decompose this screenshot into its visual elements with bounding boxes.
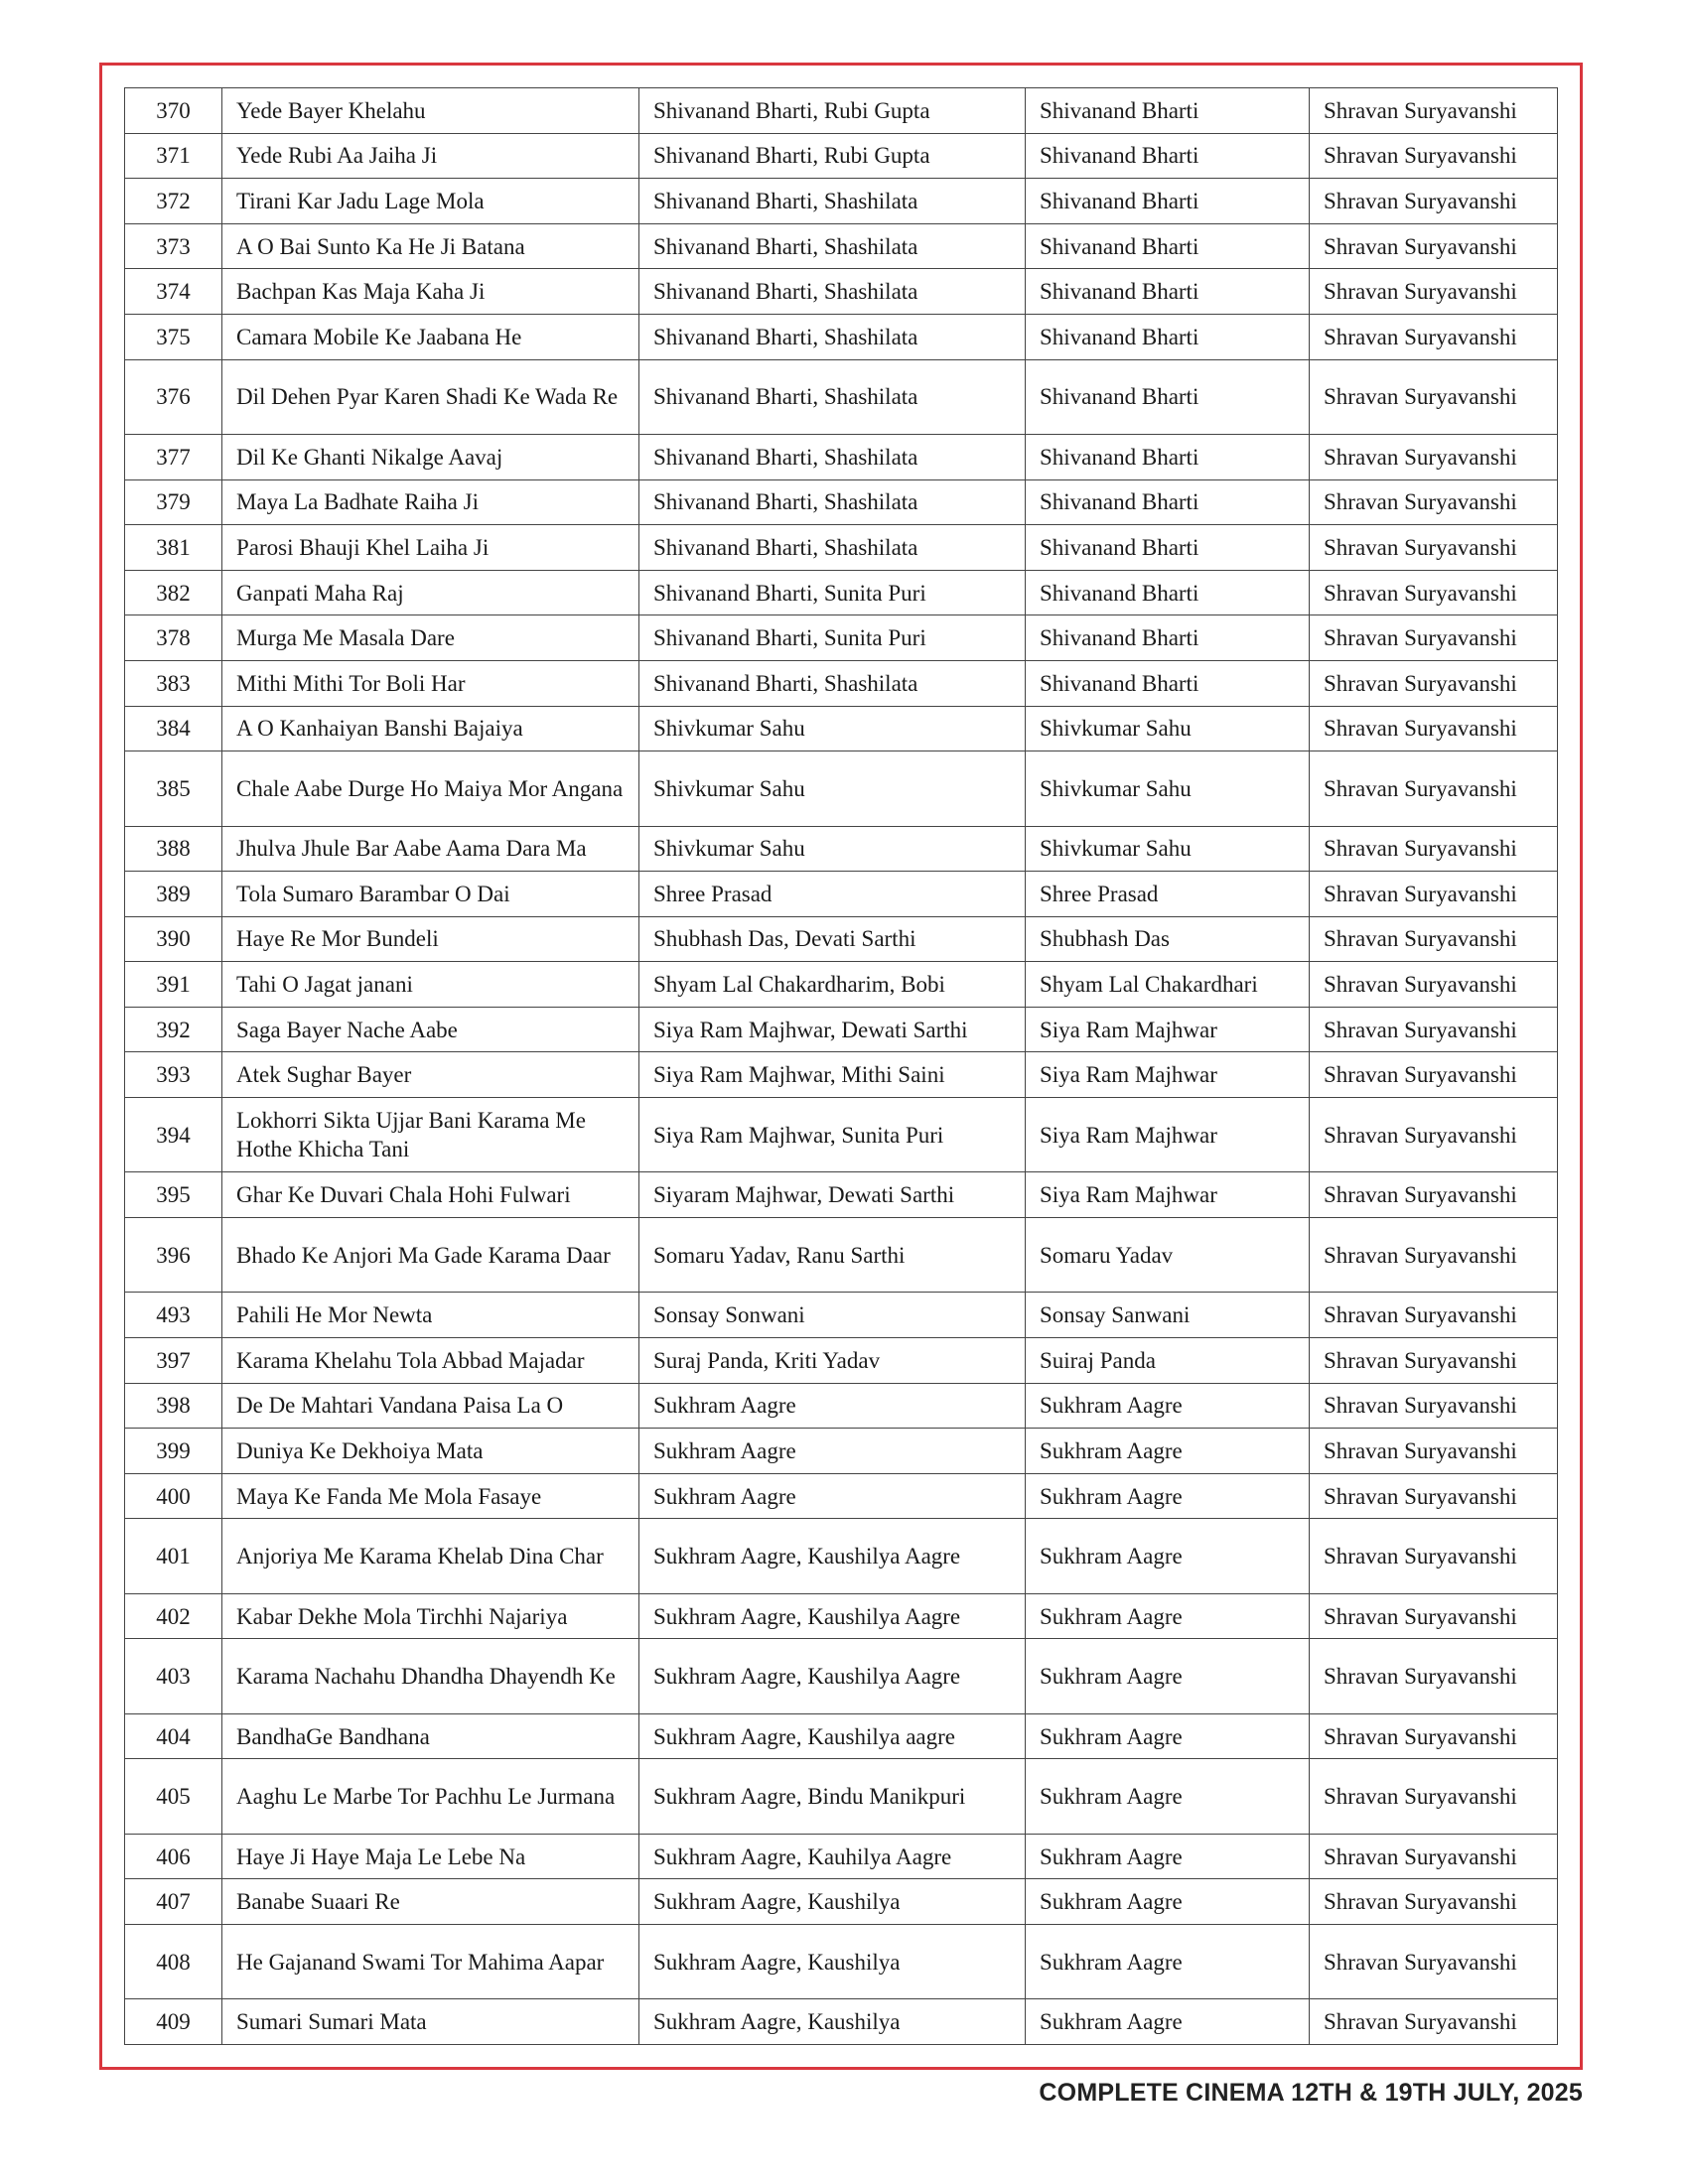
song-singers: Shivanand Bharti, Shashilata — [639, 223, 1026, 269]
song-title: Yede Rubi Aa Jaiha Ji — [222, 133, 639, 179]
song-singers: Siyaram Majhwar, Dewati Sarthi — [639, 1172, 1026, 1218]
song-title: Jhulva Jhule Bar Aabe Aama Dara Ma — [222, 826, 639, 872]
table-row — [125, 1473, 1558, 1519]
table-row — [125, 223, 1558, 269]
song-composer: Shravan Suryavanshi — [1310, 826, 1558, 872]
song-number: 403 — [125, 1639, 222, 1713]
song-title: Mithi Mithi Tor Boli Har — [222, 660, 639, 706]
song-title: Pahili He Mor Newta — [222, 1293, 639, 1338]
song-singers: Shivanand Bharti, Sunita Puri — [639, 570, 1026, 615]
song-composer: Shravan Suryavanshi — [1310, 1007, 1558, 1052]
song-lyricist: Shivanand Bharti — [1026, 314, 1310, 359]
song-singers: Siya Ram Majhwar, Dewati Sarthi — [639, 1007, 1026, 1052]
song-number: 402 — [125, 1593, 222, 1639]
table-row — [125, 133, 1558, 179]
song-composer: Shravan Suryavanshi — [1310, 1098, 1558, 1172]
song-lyricist: Shivanand Bharti — [1026, 615, 1310, 661]
table-row — [125, 1338, 1558, 1384]
song-singers: Shyam Lal Chakardharim, Bobi — [639, 962, 1026, 1008]
song-lyricist: Shubhash Das — [1026, 916, 1310, 962]
song-lyricist: Shivanand Bharti — [1026, 479, 1310, 525]
song-composer: Shravan Suryavanshi — [1310, 1172, 1558, 1218]
song-lyricist: Siya Ram Majhwar — [1026, 1052, 1310, 1098]
song-lyricist: Sukhram Aagre — [1026, 1429, 1310, 1474]
song-composer: Shravan Suryavanshi — [1310, 223, 1558, 269]
song-number: 400 — [125, 1473, 222, 1519]
table-row — [125, 179, 1558, 224]
table-row — [125, 706, 1558, 751]
table-row — [125, 1218, 1558, 1293]
song-lyricist: Shivanand Bharti — [1026, 660, 1310, 706]
song-singers: Shivanand Bharti, Rubi Gupta — [639, 88, 1026, 134]
table-row — [125, 269, 1558, 315]
song-composer: Shravan Suryavanshi — [1310, 1338, 1558, 1384]
table-row — [125, 1007, 1558, 1052]
song-singers: Sukhram Aagre, Kaushilya Aagre — [639, 1593, 1026, 1639]
song-number: 375 — [125, 314, 222, 359]
song-singers: Shivkumar Sahu — [639, 826, 1026, 872]
song-singers: Shivanand Bharti, Shashilata — [639, 660, 1026, 706]
song-number: 385 — [125, 751, 222, 826]
song-singers: Sukhram Aagre, Kauhilya Aagre — [639, 1834, 1026, 1879]
song-lyricist: Shivkumar Sahu — [1026, 751, 1310, 826]
song-title: BandhaGe Bandhana — [222, 1713, 639, 1759]
song-number: 407 — [125, 1879, 222, 1925]
song-lyricist: Shivanand Bharti — [1026, 434, 1310, 479]
song-number: 397 — [125, 1338, 222, 1384]
song-singers: Shubhash Das, Devati Sarthi — [639, 916, 1026, 962]
song-number: 493 — [125, 1293, 222, 1338]
song-singers: Sukhram Aagre, Kaushilya — [639, 1999, 1026, 2045]
song-title: Sumari Sumari Mata — [222, 1999, 639, 2045]
song-number: 383 — [125, 660, 222, 706]
song-singers: Shivanand Bharti, Shashilata — [639, 434, 1026, 479]
song-lyricist: Shivkumar Sahu — [1026, 706, 1310, 751]
song-composer: Shravan Suryavanshi — [1310, 872, 1558, 917]
table-row — [125, 1519, 1558, 1593]
song-number: 398 — [125, 1383, 222, 1429]
table-row — [125, 962, 1558, 1008]
song-composer: Shravan Suryavanshi — [1310, 706, 1558, 751]
song-title: Ganpati Maha Raj — [222, 570, 639, 615]
song-lyricist: Sukhram Aagre — [1026, 1593, 1310, 1639]
song-lyricist: Shivanand Bharti — [1026, 359, 1310, 434]
footer-text: COMPLETE CINEMA 12TH & 19TH JULY, 2025 — [1039, 2079, 1583, 2107]
song-lyricist: Suiraj Panda — [1026, 1338, 1310, 1384]
song-title: Tola Sumaro Barambar O Dai — [222, 872, 639, 917]
song-singers: Shivkumar Sahu — [639, 751, 1026, 826]
song-composer: Shravan Suryavanshi — [1310, 1473, 1558, 1519]
song-number: 408 — [125, 1924, 222, 1998]
song-composer: Shravan Suryavanshi — [1310, 359, 1558, 434]
song-number: 393 — [125, 1052, 222, 1098]
song-lyricist: Sukhram Aagre — [1026, 1383, 1310, 1429]
song-number: 372 — [125, 179, 222, 224]
song-number: 388 — [125, 826, 222, 872]
table-row — [125, 1924, 1558, 1998]
song-composer: Shravan Suryavanshi — [1310, 1999, 1558, 2045]
song-lyricist: Sukhram Aagre — [1026, 1639, 1310, 1713]
song-number: 389 — [125, 872, 222, 917]
song-number: 374 — [125, 269, 222, 315]
song-title: Tahi O Jagat janani — [222, 962, 639, 1008]
song-composer: Shravan Suryavanshi — [1310, 660, 1558, 706]
song-composer: Shravan Suryavanshi — [1310, 525, 1558, 571]
table-row — [125, 1383, 1558, 1429]
song-composer: Shravan Suryavanshi — [1310, 1293, 1558, 1338]
song-singers: Shree Prasad — [639, 872, 1026, 917]
song-title: Maya La Badhate Raiha Ji — [222, 479, 639, 525]
song-lyricist: Shivanand Bharti — [1026, 88, 1310, 134]
song-singers: Siya Ram Majhwar, Sunita Puri — [639, 1098, 1026, 1172]
table-row — [125, 826, 1558, 872]
song-number: 399 — [125, 1429, 222, 1474]
song-number: 405 — [125, 1759, 222, 1834]
song-singers: Sukhram Aagre, Kaushilya Aagre — [639, 1519, 1026, 1593]
song-singers: Suraj Panda, Kriti Yadav — [639, 1338, 1026, 1384]
table-row — [125, 359, 1558, 434]
song-composer: Shravan Suryavanshi — [1310, 1879, 1558, 1925]
songs-table-body — [125, 88, 1558, 2045]
song-title: Murga Me Masala Dare — [222, 615, 639, 661]
table-row — [125, 434, 1558, 479]
song-title: Chale Aabe Durge Ho Maiya Mor Angana — [222, 751, 639, 826]
table-row — [125, 1172, 1558, 1218]
song-lyricist: Sukhram Aagre — [1026, 1519, 1310, 1593]
song-lyricist: Siya Ram Majhwar — [1026, 1172, 1310, 1218]
song-singers: Sukhram Aagre, Kaushilya Aagre — [639, 1639, 1026, 1713]
song-lyricist: Sukhram Aagre — [1026, 1473, 1310, 1519]
song-title: A O Bai Sunto Ka He Ji Batana — [222, 223, 639, 269]
song-singers: Shivanand Bharti, Shashilata — [639, 269, 1026, 315]
song-number: 409 — [125, 1999, 222, 2045]
song-composer: Shravan Suryavanshi — [1310, 1924, 1558, 1998]
table-row — [125, 570, 1558, 615]
song-number: 382 — [125, 570, 222, 615]
song-singers: Sukhram Aagre — [639, 1383, 1026, 1429]
song-composer: Shravan Suryavanshi — [1310, 1834, 1558, 1879]
song-title: Haye Ji Haye Maja Le Lebe Na — [222, 1834, 639, 1879]
song-number: 394 — [125, 1098, 222, 1172]
song-singers: Shivanand Bharti, Shashilata — [639, 179, 1026, 224]
song-title: Kabar Dekhe Mola Tirchhi Najariya — [222, 1593, 639, 1639]
song-number: 406 — [125, 1834, 222, 1879]
song-singers: Shivanand Bharti, Sunita Puri — [639, 615, 1026, 661]
song-lyricist: Shivanand Bharti — [1026, 525, 1310, 571]
song-composer: Shravan Suryavanshi — [1310, 1383, 1558, 1429]
table-row — [125, 525, 1558, 571]
song-title: Camara Mobile Ke Jaabana He — [222, 314, 639, 359]
song-title: Parosi Bhauji Khel Laiha Ji — [222, 525, 639, 571]
song-composer: Shravan Suryavanshi — [1310, 88, 1558, 134]
song-lyricist: Sukhram Aagre — [1026, 1834, 1310, 1879]
song-title: Dil Dehen Pyar Karen Shadi Ke Wada Re — [222, 359, 639, 434]
song-singers: Siya Ram Majhwar, Mithi Saini — [639, 1052, 1026, 1098]
song-number: 378 — [125, 615, 222, 661]
table-row — [125, 1834, 1558, 1879]
song-title: Karama Nachahu Dhandha Dhayendh Ke — [222, 1639, 639, 1713]
table-row — [125, 1098, 1558, 1172]
song-lyricist: Sukhram Aagre — [1026, 1713, 1310, 1759]
song-title: Tirani Kar Jadu Lage Mola — [222, 179, 639, 224]
song-singers: Shivanand Bharti, Shashilata — [639, 314, 1026, 359]
song-lyricist: Sukhram Aagre — [1026, 1759, 1310, 1834]
song-composer: Shravan Suryavanshi — [1310, 479, 1558, 525]
song-number: 401 — [125, 1519, 222, 1593]
song-singers: Shivkumar Sahu — [639, 706, 1026, 751]
song-title: Atek Sughar Bayer — [222, 1052, 639, 1098]
song-number: 392 — [125, 1007, 222, 1052]
song-lyricist: Shyam Lal Chakardhari — [1026, 962, 1310, 1008]
song-singers: Sukhram Aagre, Kaushilya — [639, 1879, 1026, 1925]
song-title: Ghar Ke Duvari Chala Hohi Fulwari — [222, 1172, 639, 1218]
song-singers: Sukhram Aagre, Bindu Manikpuri — [639, 1759, 1026, 1834]
song-lyricist: Shivanand Bharti — [1026, 269, 1310, 315]
song-title: Karama Khelahu Tola Abbad Majadar — [222, 1338, 639, 1384]
table-row — [125, 88, 1558, 134]
song-number: 381 — [125, 525, 222, 571]
song-lyricist: Siya Ram Majhwar — [1026, 1007, 1310, 1052]
song-lyricist: Shree Prasad — [1026, 872, 1310, 917]
song-composer: Shravan Suryavanshi — [1310, 751, 1558, 826]
song-singers: Sonsay Sonwani — [639, 1293, 1026, 1338]
song-singers: Sukhram Aagre, Kaushilya aagre — [639, 1713, 1026, 1759]
song-title: De De Mahtari Vandana Paisa La O — [222, 1383, 639, 1429]
song-lyricist: Siya Ram Majhwar — [1026, 1098, 1310, 1172]
song-lyricist: Shivanand Bharti — [1026, 133, 1310, 179]
table-row — [125, 1293, 1558, 1338]
song-composer: Shravan Suryavanshi — [1310, 1429, 1558, 1474]
table-row — [125, 872, 1558, 917]
song-composer: Shravan Suryavanshi — [1310, 133, 1558, 179]
song-title: Aaghu Le Marbe Tor Pachhu Le Jurmana — [222, 1759, 639, 1834]
song-lyricist: Shivanand Bharti — [1026, 223, 1310, 269]
table-row — [125, 479, 1558, 525]
song-lyricist: Sukhram Aagre — [1026, 1879, 1310, 1925]
song-lyricist: Sukhram Aagre — [1026, 1924, 1310, 1998]
song-title: Anjoriya Me Karama Khelab Dina Char — [222, 1519, 639, 1593]
song-title: Yede Bayer Khelahu — [222, 88, 639, 134]
song-composer: Shravan Suryavanshi — [1310, 179, 1558, 224]
song-number: 370 — [125, 88, 222, 134]
song-composer: Shravan Suryavanshi — [1310, 434, 1558, 479]
song-number: 391 — [125, 962, 222, 1008]
table-row — [125, 1639, 1558, 1713]
table-row — [125, 916, 1558, 962]
song-number: 373 — [125, 223, 222, 269]
song-title: Duniya Ke Dekhoiya Mata — [222, 1429, 639, 1474]
song-title: Lokhorri Sikta Ujjar Bani Karama Me Hothe Khicha Tani — [222, 1098, 639, 1172]
song-number: 395 — [125, 1172, 222, 1218]
table-row — [125, 1593, 1558, 1639]
table-row — [125, 314, 1558, 359]
song-number: 404 — [125, 1713, 222, 1759]
table-row — [125, 1052, 1558, 1098]
song-composer: Shravan Suryavanshi — [1310, 1218, 1558, 1293]
song-singers: Sukhram Aagre, Kaushilya — [639, 1924, 1026, 1998]
table-row — [125, 751, 1558, 826]
song-singers: Shivanand Bharti, Shashilata — [639, 525, 1026, 571]
song-composer: Shravan Suryavanshi — [1310, 570, 1558, 615]
song-title: Banabe Suaari Re — [222, 1879, 639, 1925]
song-lyricist: Sonsay Sanwani — [1026, 1293, 1310, 1338]
song-lyricist: Somaru Yadav — [1026, 1218, 1310, 1293]
table-row — [125, 1713, 1558, 1759]
song-singers: Somaru Yadav, Ranu Sarthi — [639, 1218, 1026, 1293]
song-lyricist: Shivanand Bharti — [1026, 179, 1310, 224]
song-composer: Shravan Suryavanshi — [1310, 1052, 1558, 1098]
songs-table — [124, 87, 1558, 2045]
song-composer: Shravan Suryavanshi — [1310, 1519, 1558, 1593]
song-title: Bhado Ke Anjori Ma Gade Karama Daar — [222, 1218, 639, 1293]
table-row — [125, 615, 1558, 661]
song-title: He Gajanand Swami Tor Mahima Aapar — [222, 1924, 639, 1998]
table-row — [125, 1879, 1558, 1925]
song-composer: Shravan Suryavanshi — [1310, 962, 1558, 1008]
song-number: 390 — [125, 916, 222, 962]
song-composer: Shravan Suryavanshi — [1310, 314, 1558, 359]
song-composer: Shravan Suryavanshi — [1310, 615, 1558, 661]
table-row — [125, 1429, 1558, 1474]
song-singers: Shivanand Bharti, Shashilata — [639, 359, 1026, 434]
song-composer: Shravan Suryavanshi — [1310, 916, 1558, 962]
song-title: Haye Re Mor Bundeli — [222, 916, 639, 962]
song-composer: Shravan Suryavanshi — [1310, 1639, 1558, 1713]
song-singers: Shivanand Bharti, Rubi Gupta — [639, 133, 1026, 179]
song-title: A O Kanhaiyan Banshi Bajaiya — [222, 706, 639, 751]
song-number: 396 — [125, 1218, 222, 1293]
song-lyricist: Shivanand Bharti — [1026, 570, 1310, 615]
song-composer: Shravan Suryavanshi — [1310, 269, 1558, 315]
table-row — [125, 1759, 1558, 1834]
table-row — [125, 660, 1558, 706]
song-title: Saga Bayer Nache Aabe — [222, 1007, 639, 1052]
song-lyricist: Shivkumar Sahu — [1026, 826, 1310, 872]
song-number: 376 — [125, 359, 222, 434]
song-composer: Shravan Suryavanshi — [1310, 1593, 1558, 1639]
song-number: 379 — [125, 479, 222, 525]
song-singers: Shivanand Bharti, Shashilata — [639, 479, 1026, 525]
song-composer: Shravan Suryavanshi — [1310, 1759, 1558, 1834]
song-composer: Shravan Suryavanshi — [1310, 1713, 1558, 1759]
song-title: Bachpan Kas Maja Kaha Ji — [222, 269, 639, 315]
song-number: 384 — [125, 706, 222, 751]
song-singers: Sukhram Aagre — [639, 1473, 1026, 1519]
table-row — [125, 1999, 1558, 2045]
song-title: Maya Ke Fanda Me Mola Fasaye — [222, 1473, 639, 1519]
song-lyricist: Sukhram Aagre — [1026, 1999, 1310, 2045]
song-number: 377 — [125, 434, 222, 479]
song-number: 371 — [125, 133, 222, 179]
song-title: Dil Ke Ghanti Nikalge Aavaj — [222, 434, 639, 479]
song-singers: Sukhram Aagre — [639, 1429, 1026, 1474]
